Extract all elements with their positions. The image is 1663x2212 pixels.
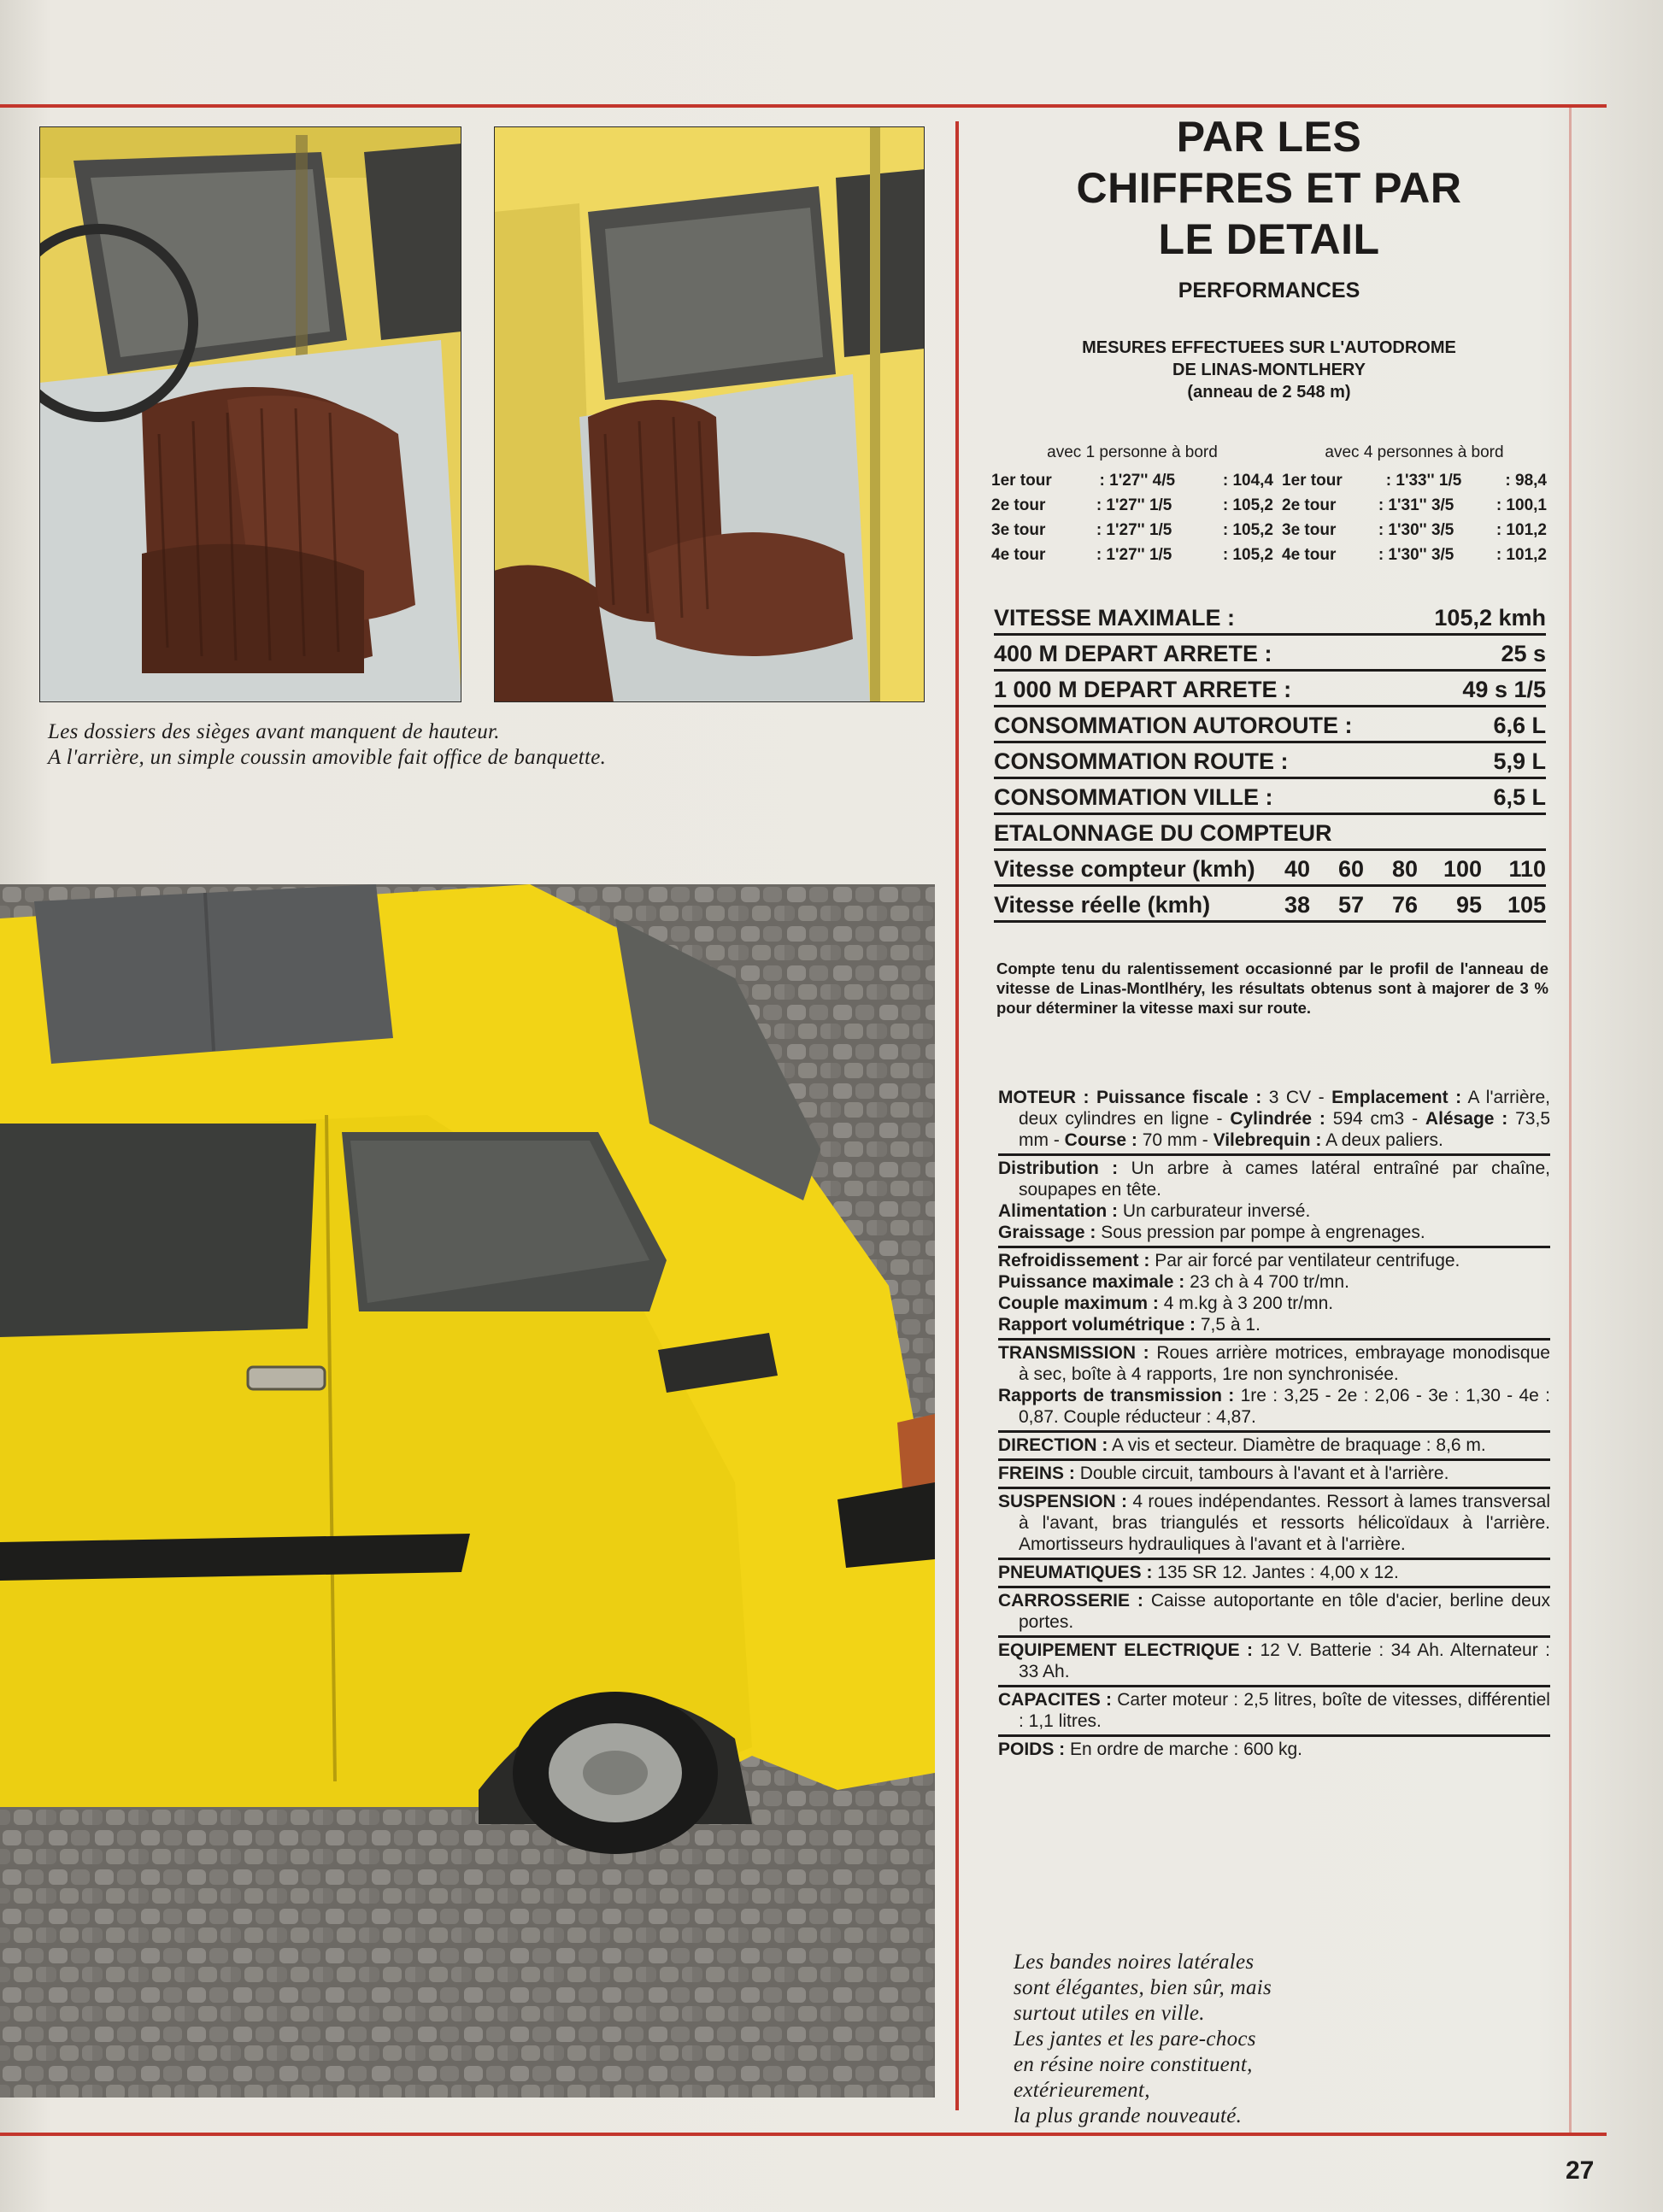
spec-value: Sous pression par pompe à engrenages. xyxy=(1101,1223,1425,1242)
bottom-red-rule xyxy=(0,2133,1607,2136)
lap-row xyxy=(1282,468,1547,493)
lap-row xyxy=(1282,493,1547,518)
spec-value: A l'arrière, deux cylindres en ligne - xyxy=(1019,1088,1551,1129)
spec-value: 70 mm - xyxy=(1142,1130,1208,1150)
lap-speed: : 105,2 xyxy=(1222,546,1273,564)
spec-key: EQUIPEMENT ELECTRIQUE : xyxy=(998,1640,1254,1660)
laps-four-persons xyxy=(1282,440,1547,567)
stat-label: VITESSE MAXIMALE : xyxy=(994,605,1236,631)
spec-key: PNEUMATIQUES : xyxy=(998,1563,1153,1582)
spec-value: Un carburateur inversé. xyxy=(1122,1201,1311,1221)
counter-speed-row xyxy=(994,851,1546,887)
calib-label: Vitesse réelle (kmh) xyxy=(994,892,1211,918)
lap-label: 2e tour xyxy=(1282,496,1337,514)
section-heading: PERFORMANCES xyxy=(1178,279,1360,302)
spec-suspension xyxy=(998,1489,1550,1560)
stat-row xyxy=(994,672,1546,707)
spec-key: MOTEUR : xyxy=(998,1088,1090,1107)
spec-poids xyxy=(998,1737,1550,1763)
column-divider-rule xyxy=(955,121,959,2110)
spec-key: Alimentation : xyxy=(998,1201,1118,1221)
stat-value: 49 s 1/5 xyxy=(1462,677,1546,702)
calib-value: 110 xyxy=(1508,856,1546,882)
correction-note: Compte tenu du ralentissement occasionné par le profil de l'anneau de vitesse de Linas-Montlhéry, les résultats obtenus sont à majorer de 3 % pour déterminer la vitesse maxi sur route. xyxy=(996,959,1548,1017)
spec-key: Couple maximum : xyxy=(998,1294,1159,1313)
lap-speed: : 105,2 xyxy=(1222,521,1273,539)
page-number: 27 xyxy=(1566,2156,1595,2185)
spec-cooling-power xyxy=(998,1248,1550,1341)
stat-value: 5,9 L xyxy=(1493,748,1546,774)
stat-label: 1 000 M DEPART ARRETE : xyxy=(994,677,1292,702)
spec-value: Un arbre à cames latéral entraîné par chaîne, soupapes en tête. xyxy=(1019,1159,1551,1200)
spec-value: 23 ch à 4 700 tr/mn. xyxy=(1190,1272,1349,1292)
spec-value: 73,5 mm - xyxy=(1019,1109,1550,1150)
spec-freins xyxy=(998,1461,1550,1489)
stat-row xyxy=(994,636,1546,672)
lap-label: 4e tour xyxy=(991,546,1046,564)
spec-key: DIRECTION : xyxy=(998,1435,1108,1455)
spec-key: Rapports de transmission : xyxy=(998,1386,1235,1405)
car-caption xyxy=(1014,1950,1372,2129)
spec-key: Graissage : xyxy=(998,1223,1096,1242)
lap-speed: : 101,2 xyxy=(1496,546,1547,564)
lap-label: 2e tour xyxy=(991,496,1046,514)
lap-time: : 1'27'' 1/5 xyxy=(1096,521,1172,539)
real-speed-row xyxy=(994,887,1546,923)
lap-row xyxy=(991,468,1273,493)
seats-caption-line: Les dossiers des sièges avant manquent de hauteur. xyxy=(48,720,500,743)
spec-key: Alésage : xyxy=(1425,1109,1508,1129)
seats-caption xyxy=(48,719,937,771)
spec-value: 7,5 à 1. xyxy=(1200,1315,1260,1335)
lap-label: 3e tour xyxy=(991,521,1046,539)
spec-moteur xyxy=(998,1085,1550,1156)
lap-speed: : 100,1 xyxy=(1496,496,1547,514)
car-caption-line: sont élégantes, bien sûr, mais xyxy=(1014,1976,1272,1999)
title-line: PAR LES xyxy=(1176,113,1362,161)
spec-key: Refroidissement : xyxy=(998,1251,1150,1270)
spec-value: 3 CV - xyxy=(1268,1088,1325,1107)
car-caption-line: la plus grande nouveauté. xyxy=(1014,2104,1243,2127)
stat-row xyxy=(994,707,1546,743)
spec-value: 4 m.kg à 3 200 tr/mn. xyxy=(1163,1294,1334,1313)
lap-label: 3e tour xyxy=(1282,521,1337,539)
calib-value: 80 xyxy=(1391,856,1418,882)
spec-value: 594 cm3 - xyxy=(1332,1109,1419,1129)
front-seats-photo xyxy=(39,126,461,702)
lap-row xyxy=(991,543,1273,567)
spec-key: TRANSMISSION : xyxy=(998,1343,1149,1363)
calib-value: 105 xyxy=(1507,892,1546,918)
spec-key: Course : xyxy=(1064,1130,1137,1150)
spec-key: Vilebrequin : xyxy=(1213,1130,1322,1150)
calib-value: 40 xyxy=(1284,856,1310,882)
right-margin-rule xyxy=(1569,108,1572,2133)
laps-one-person xyxy=(991,440,1273,567)
stat-label: CONSOMMATION ROUTE : xyxy=(994,748,1289,774)
lap-speed: : 101,2 xyxy=(1496,521,1547,539)
calib-value: 57 xyxy=(1337,892,1364,918)
spec-pneumatiques xyxy=(998,1560,1550,1588)
spec-transmission xyxy=(998,1341,1550,1433)
spec-direction xyxy=(998,1433,1550,1461)
spec-value: Carter moteur : 2,5 litres, boîte de vitesses, différentiel : 1,1 litres. xyxy=(1019,1690,1550,1731)
calib-value: 38 xyxy=(1284,892,1310,918)
calib-value: 100 xyxy=(1443,856,1482,882)
lap-row xyxy=(991,493,1273,518)
stat-value: 25 s xyxy=(1501,641,1546,666)
title-line: CHIFFRES ET PAR xyxy=(1076,164,1462,212)
stat-value: 6,5 L xyxy=(1493,784,1546,810)
laps-heading: avec 1 personne à bord xyxy=(1047,443,1218,461)
lap-row xyxy=(1282,518,1547,543)
stat-value: 105,2 kmh xyxy=(1434,605,1546,631)
lap-label: 1er tour xyxy=(991,472,1052,490)
top-red-rule xyxy=(0,104,1607,108)
spec-value: 1re : 3,25 - 2e : 2,06 - 3e : 1,30 - 4e : 0,87. Couple réducteur : 4,87. xyxy=(1019,1386,1550,1427)
car-caption-line: Les jantes et les pare-chocs xyxy=(1014,2027,1256,2051)
car-caption-line: surtout utiles en ville. xyxy=(1014,2002,1205,2025)
lap-time: : 1'27'' 4/5 xyxy=(1099,472,1176,490)
spec-key: Rapport volumétrique : xyxy=(998,1315,1196,1335)
stat-label: 400 M DEPART ARRETE : xyxy=(994,641,1272,666)
lap-speed: : 98,4 xyxy=(1505,472,1547,490)
spec-value: 4 roues indépendantes. Ressort à lames transversal à l'avant, bras triangulés et ressorts hélicoïdaux à l'arrière. Amortisseurs hydrauliques à l'avant et à l'arrière. xyxy=(1019,1492,1550,1554)
laps-heading: avec 4 personnes à bord xyxy=(1325,443,1504,461)
spec-key: Cylindrée : xyxy=(1230,1109,1325,1129)
spec-key: CAPACITES : xyxy=(998,1690,1112,1710)
measure-line: MESURES EFFECTUEES SUR L'AUTODROME xyxy=(1082,338,1456,357)
lap-speed: : 104,4 xyxy=(1222,472,1273,490)
spec-value: A deux paliers. xyxy=(1325,1130,1443,1150)
lap-time: : 1'30'' 3/5 xyxy=(1378,546,1454,564)
yellow-car-photo xyxy=(0,884,935,2098)
title-line: LE DETAIL xyxy=(1158,215,1380,263)
lap-time: : 1'27'' 1/5 xyxy=(1096,546,1172,564)
lap-time: : 1'27'' 1/5 xyxy=(1096,496,1172,514)
stat-value: 6,6 L xyxy=(1493,713,1546,738)
spec-value: Caisse autoportante en tôle d'acier, berline deux portes. xyxy=(1019,1591,1550,1632)
car-caption-line: extérieurement, xyxy=(1014,2079,1150,2102)
stat-label: CONSOMMATION VILLE : xyxy=(994,784,1273,810)
lap-row xyxy=(991,518,1273,543)
rear-seat-photo xyxy=(494,126,925,702)
technical-specs xyxy=(998,1085,1550,1763)
performance-stats xyxy=(994,600,1546,923)
spec-key: POIDS : xyxy=(998,1740,1066,1759)
seats-caption-line: A l'arrière, un simple coussin amovible fait office de banquette. xyxy=(48,746,607,769)
stat-label: CONSOMMATION AUTOROUTE : xyxy=(994,713,1353,738)
spec-value: Double circuit, tambours à l'avant et à l'arrière. xyxy=(1079,1464,1449,1483)
spec-engine-details xyxy=(998,1156,1550,1248)
spec-key: SUSPENSION : xyxy=(998,1492,1128,1511)
spec-key: Puissance maximale : xyxy=(998,1272,1185,1292)
spec-value: 135 SR 12. Jantes : 4,00 x 12. xyxy=(1157,1563,1399,1582)
measure-heading xyxy=(991,337,1547,403)
lap-label: 4e tour xyxy=(1282,546,1337,564)
spec-value: A vis et secteur. Diamètre de braquage : 8,6 m. xyxy=(1112,1435,1486,1455)
spec-key: FREINS : xyxy=(998,1464,1075,1483)
lap-time: : 1'30'' 3/5 xyxy=(1378,521,1454,539)
spec-key: Emplacement : xyxy=(1331,1088,1462,1107)
spec-value: En ordre de marche : 600 kg. xyxy=(1070,1740,1303,1759)
lap-speed: : 105,2 xyxy=(1222,496,1273,514)
car-caption-line: en résine noire constituent, xyxy=(1014,2053,1253,2076)
spec-key: Distribution : xyxy=(998,1159,1119,1178)
spec-key: CARROSSERIE : xyxy=(998,1591,1143,1611)
calib-label: Vitesse compteur (kmh) xyxy=(994,856,1255,882)
lap-label: 1er tour xyxy=(1282,472,1343,490)
stat-row xyxy=(994,779,1546,815)
measure-line: DE LINAS-MONTLHERY xyxy=(1172,361,1366,379)
measure-line: (anneau de 2 548 m) xyxy=(1187,383,1351,402)
car-caption-line: Les bandes noires latérales xyxy=(1014,1951,1255,1974)
spec-equipement xyxy=(998,1638,1550,1687)
calib-value: 76 xyxy=(1391,892,1418,918)
stat-row xyxy=(994,743,1546,779)
page-title xyxy=(991,111,1547,265)
lap-time: : 1'33'' 1/5 xyxy=(1385,472,1462,490)
spec-value: Par air forcé par ventilateur centrifuge. xyxy=(1155,1251,1460,1270)
lap-time: : 1'31'' 3/5 xyxy=(1378,496,1454,514)
calibration-heading: ETALONNAGE DU COMPTEUR xyxy=(994,815,1546,851)
spec-value: 12 V. Batterie : 34 Ah. Alternateur : 33 Ah. xyxy=(1019,1640,1550,1681)
stat-row xyxy=(994,600,1546,636)
spec-capacites xyxy=(998,1687,1550,1737)
spec-key: Puissance fiscale : xyxy=(1096,1088,1262,1107)
calib-value: 60 xyxy=(1337,856,1364,882)
spec-value: Roues arrière motrices, embrayage monodisque à sec, boîte à 4 rapports, 1re non synchronisée. xyxy=(1019,1343,1550,1384)
calib-value: 95 xyxy=(1455,892,1482,918)
lap-row xyxy=(1282,543,1547,567)
spec-carrosserie xyxy=(998,1588,1550,1638)
